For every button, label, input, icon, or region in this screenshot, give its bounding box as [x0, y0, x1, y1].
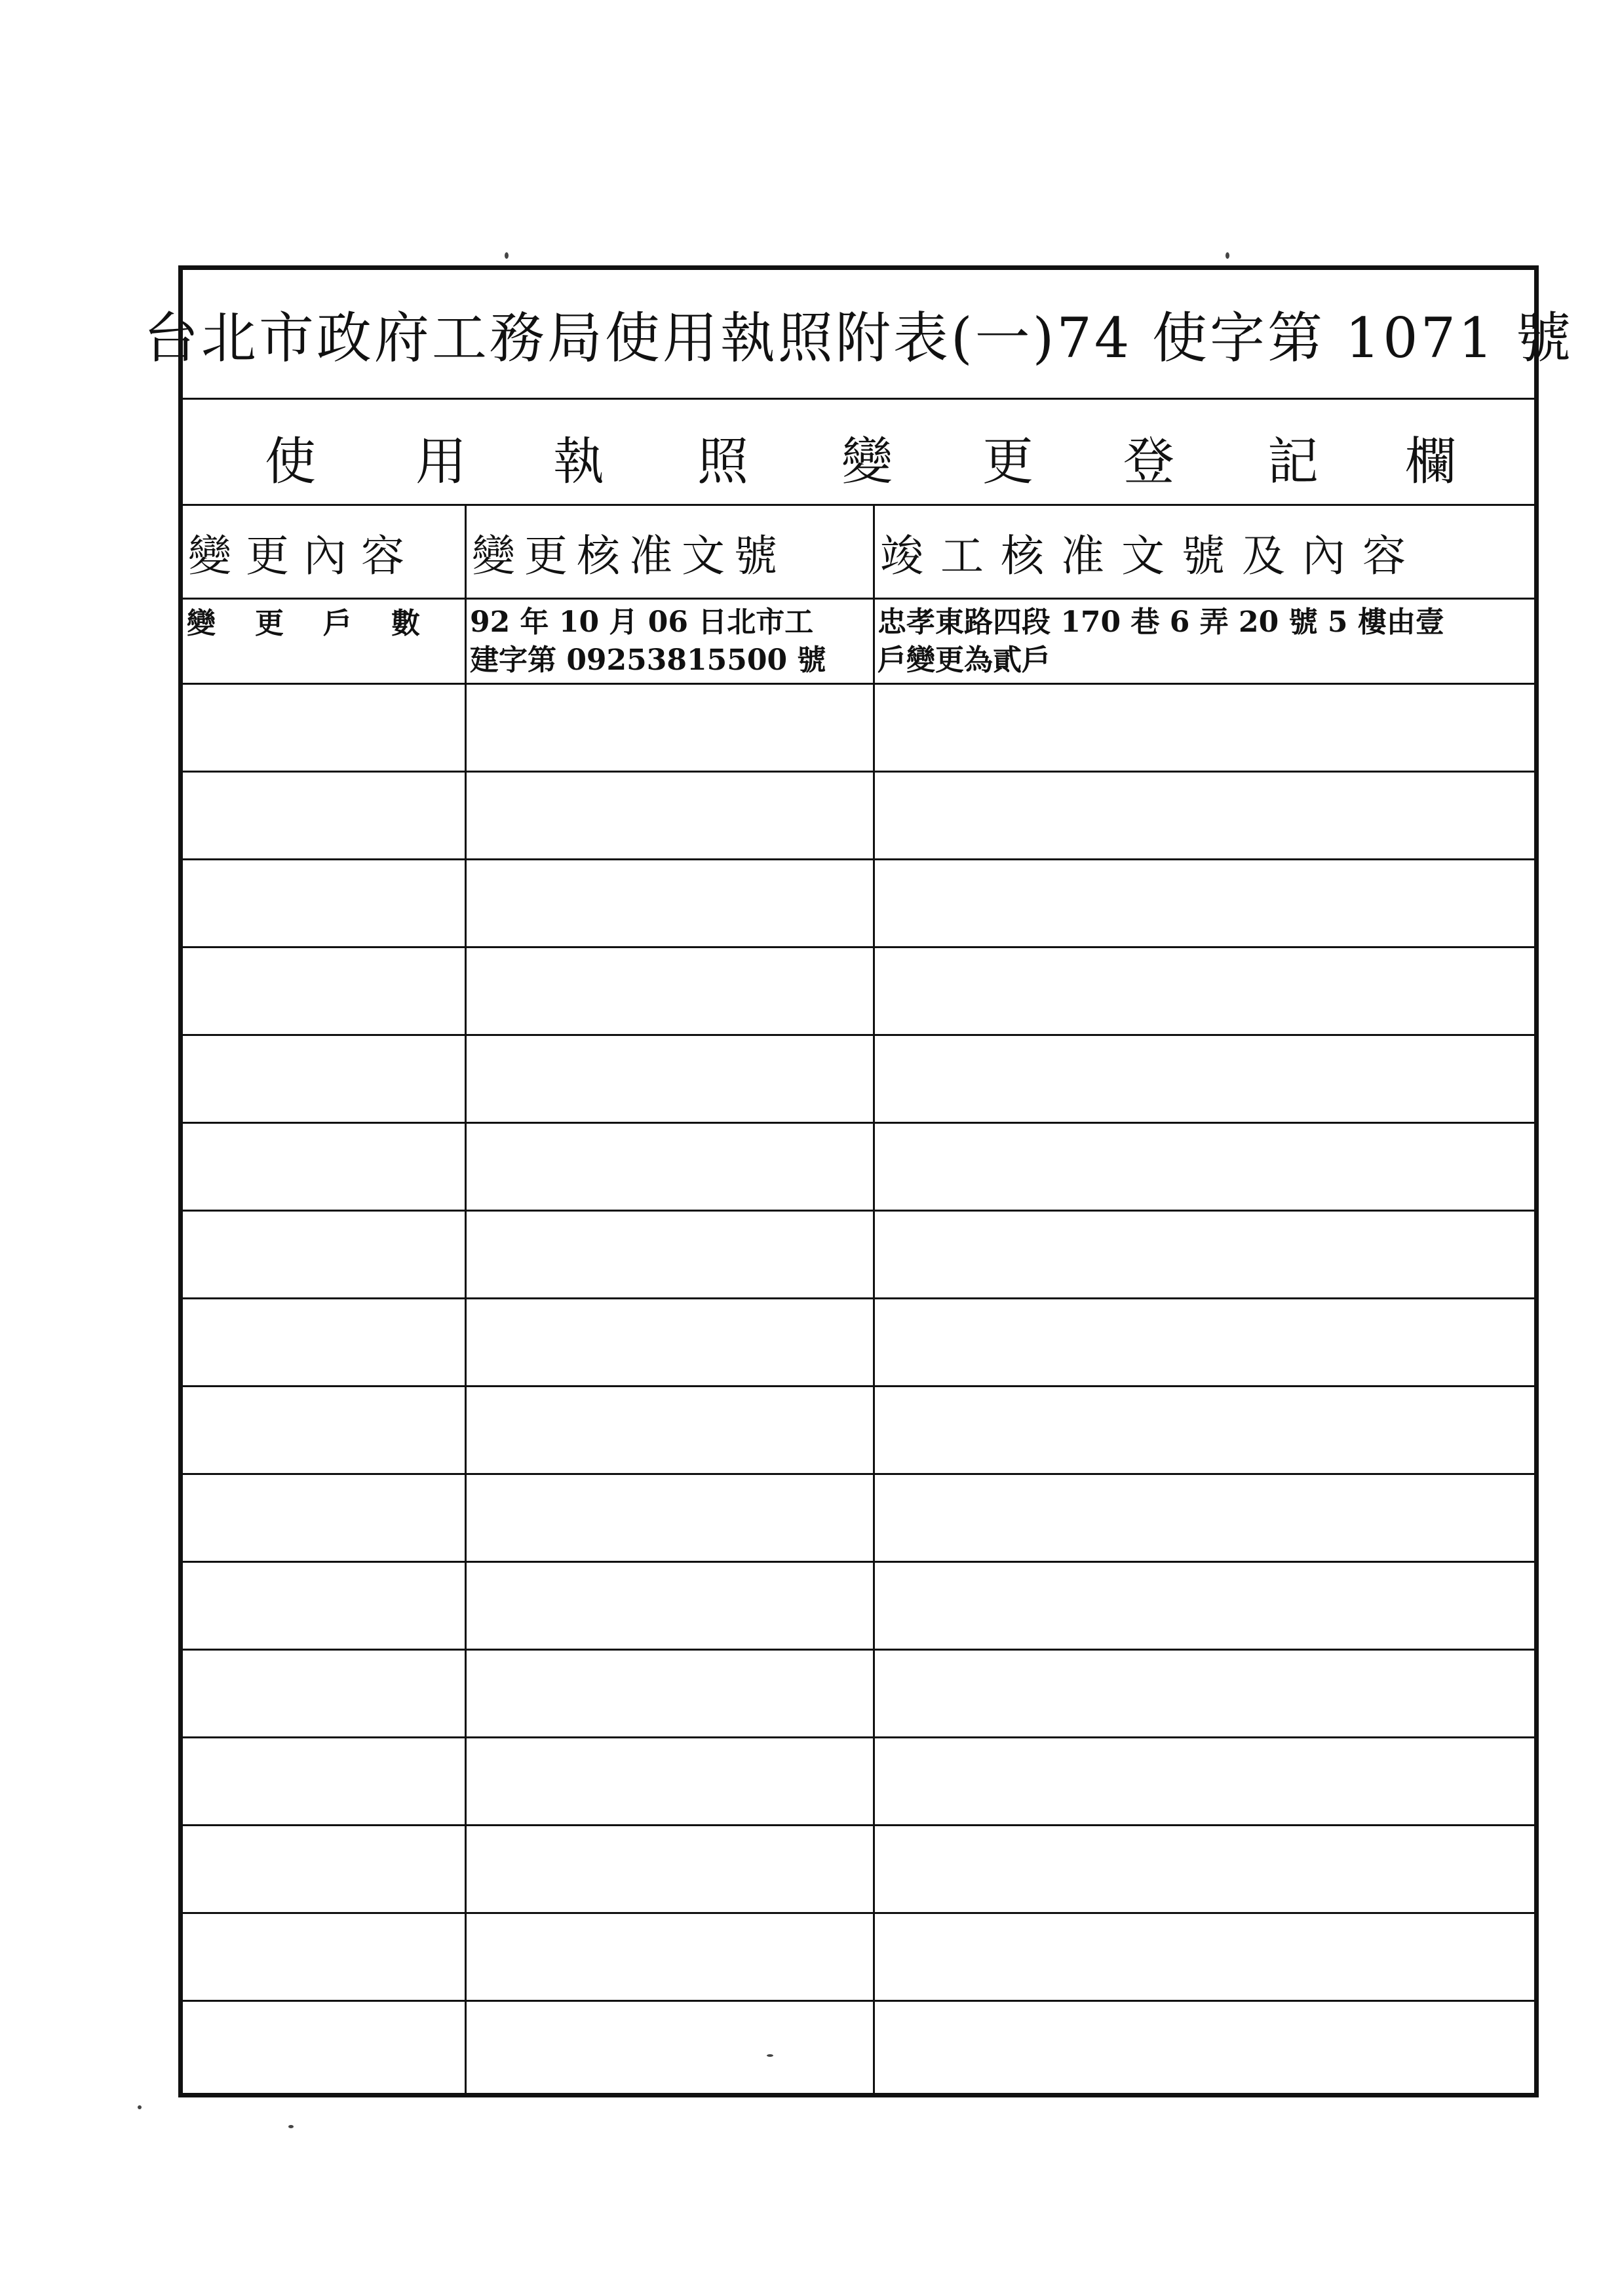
table-row-line [183, 1736, 1534, 1738]
section-title [183, 401, 1534, 503]
section-title-char: 執 [553, 432, 605, 491]
table-row-line [183, 1912, 1534, 1914]
section-title-char: 照 [697, 432, 749, 491]
scan-speck [505, 252, 509, 259]
header-approval-number: 變更核准文號 [472, 530, 786, 581]
table-row-line [183, 1385, 1534, 1387]
section-title-char: 更 [982, 432, 1034, 491]
form-title: 台北市政府工務局使用執照附表(一)74 使字第 1071 號 [143, 306, 1574, 370]
table-row-line [183, 946, 1534, 948]
table-row-line [183, 1649, 1534, 1651]
table-row-line [183, 858, 1534, 860]
row-approval-number-line2: 建字第 09253815500 號 [470, 643, 826, 677]
header-divider [183, 598, 1534, 600]
table-row-line [183, 1824, 1534, 1826]
header-completion-content: 竣工核准文號及內容 [880, 530, 1423, 581]
usage-permit-form [143, 265, 1574, 2097]
table-row-line [183, 2000, 1534, 2002]
table-row-line [183, 1473, 1534, 1475]
table-row-line [183, 1297, 1534, 1299]
scan-speck [288, 2125, 294, 2128]
scan-speck [767, 2054, 773, 2057]
table-row-line [183, 1034, 1534, 1036]
divider [183, 398, 1534, 400]
section-title-char: 登 [1123, 432, 1175, 491]
table-row-line [183, 1561, 1534, 1563]
scan-speck [138, 2105, 142, 2109]
section-title-char: 使 [265, 432, 317, 491]
scan-speck [1225, 252, 1229, 259]
table-row-line [183, 1122, 1534, 1124]
row-completion-line1: 忠孝東路四段 170 巷 6 弄 20 號 5 樓由壹 [878, 605, 1444, 639]
section-title-char: 用 [415, 432, 467, 491]
row-completion-line2: 戶變更為貳戶 [878, 643, 1051, 677]
section-title-char: 欄 [1405, 432, 1457, 491]
header-change-content: 變更內容 [188, 530, 419, 581]
table-row-line [183, 771, 1534, 773]
table-row-line [183, 1210, 1534, 1212]
row-approval-number-line1: 92 年 10 月 06 日北市工 [470, 605, 814, 639]
row-change-content: 變更戶數 [187, 607, 459, 640]
section-title-char: 記 [1267, 432, 1319, 491]
section-title-char: 變 [841, 432, 893, 491]
table-row-line [183, 683, 1534, 685]
